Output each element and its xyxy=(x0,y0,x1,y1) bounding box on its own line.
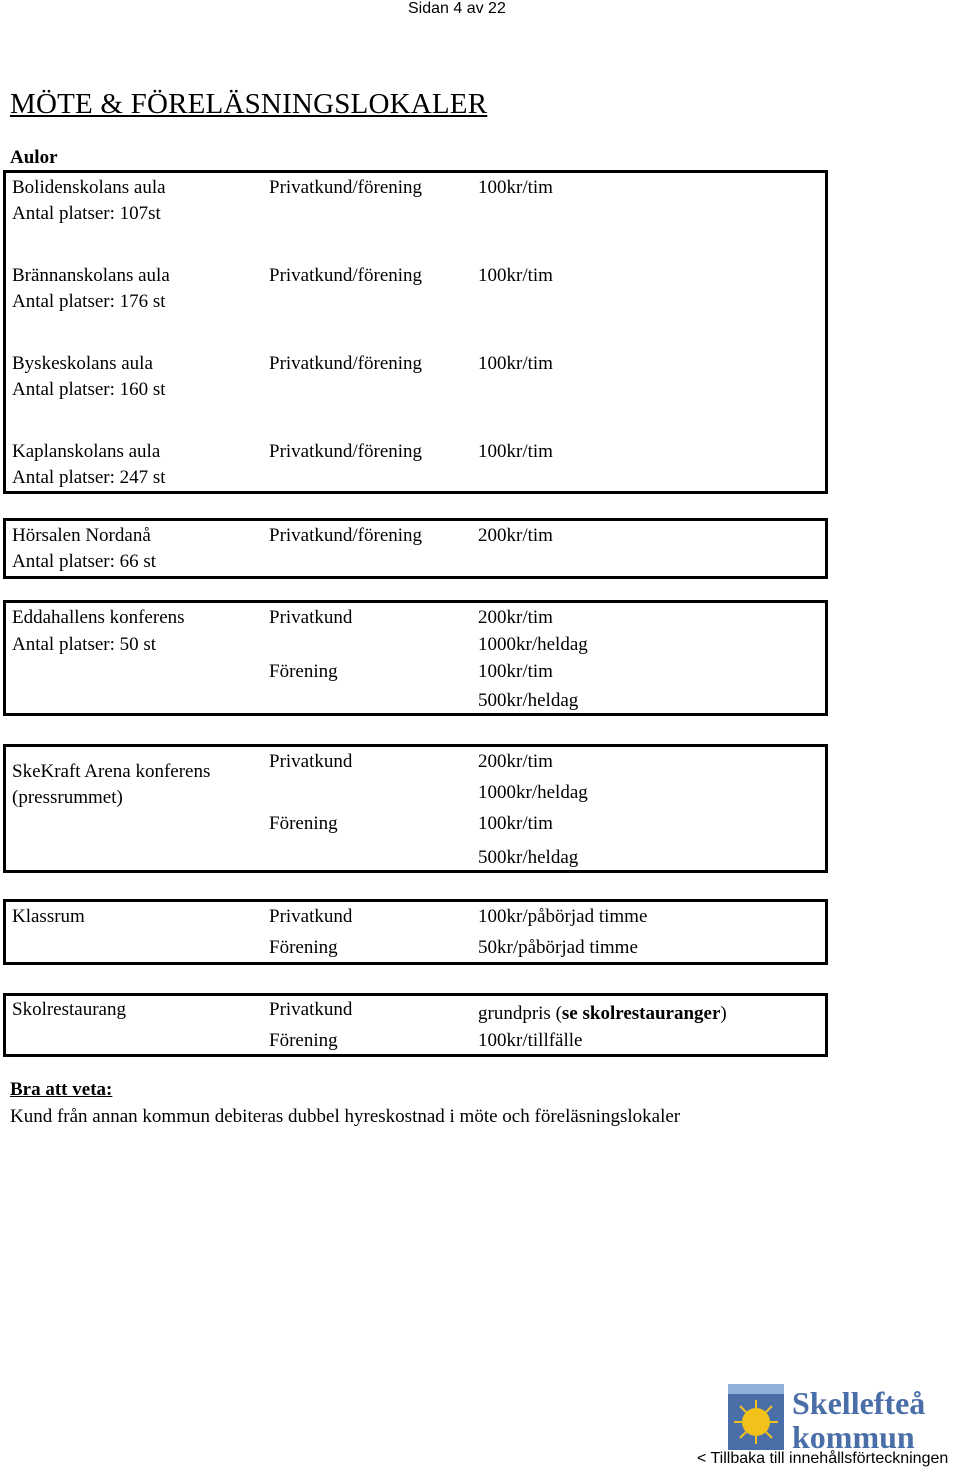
price-suffix: ) xyxy=(720,1003,727,1024)
customer-type: Förening xyxy=(269,813,338,834)
customer-type: Privatkund xyxy=(269,999,353,1020)
customer-type: Privatkund/förening xyxy=(269,177,423,198)
section-heading-aulor: Aulor xyxy=(10,147,58,168)
venue-seats: Antal platser: 247 st xyxy=(12,467,166,488)
venue-name: Brännanskolans aula xyxy=(12,265,170,286)
venue-name: Hörsalen Nordanå xyxy=(12,525,151,546)
venue-seats: Antal platser: 50 st xyxy=(12,634,157,655)
price: 100kr/tim xyxy=(478,661,553,682)
venue-name: Bolidenskolans aula xyxy=(12,177,166,198)
price: 200kr/tim xyxy=(478,607,553,628)
venue-seats: Antal platser: 176 st xyxy=(12,291,166,312)
customer-type: Privatkund xyxy=(269,751,353,772)
price: 100kr/tim xyxy=(478,353,553,374)
venue-name: Eddahallens konferens xyxy=(12,607,185,628)
venue-name-sub: (pressrummet) xyxy=(12,787,123,808)
logo-emblem-icon xyxy=(726,1382,956,1452)
venue-name: SkeKraft Arena konferens xyxy=(12,761,211,782)
price: 500kr/heldag xyxy=(478,847,579,868)
customer-type: Privatkund xyxy=(269,607,353,628)
note-text: Kund från annan kommun debiteras dubbel hyreskostnad i möte och föreläsningslokaler xyxy=(10,1106,681,1127)
customer-type: Förening xyxy=(269,661,338,682)
venue-name: Kaplanskolans aula xyxy=(12,441,161,462)
price: 1000kr/heldag xyxy=(478,634,588,655)
venue-seats: Antal platser: 66 st xyxy=(12,551,157,572)
price: 200kr/tim xyxy=(478,751,553,772)
price: 100kr/tim xyxy=(478,813,553,834)
venue-seats: Antal platser: 107st xyxy=(12,203,161,224)
venue-name: Byskeskolans aula xyxy=(12,353,153,374)
price: 50kr/påbörjad timme xyxy=(478,937,638,958)
price: 100kr/påbörjad timme xyxy=(478,906,648,927)
customer-type: Privatkund xyxy=(269,906,353,927)
note-heading: Bra att veta: xyxy=(10,1079,113,1100)
page-title: MÖTE & FÖRELÄSNINGSLOKALER xyxy=(10,88,488,120)
skelleftea-kommun-logo xyxy=(726,1382,956,1452)
price: 1000kr/heldag xyxy=(478,782,588,803)
price: 200kr/tim xyxy=(478,525,553,546)
customer-type: Förening xyxy=(269,1030,338,1051)
venue-seats: Antal platser: 160 st xyxy=(12,379,166,400)
skekraft-table xyxy=(3,744,828,873)
skolrestaurang-table xyxy=(3,993,828,1057)
price xyxy=(478,1003,727,1025)
customer-type: Privatkund/förening xyxy=(269,525,423,546)
price: 100kr/tim xyxy=(478,265,553,286)
price: 500kr/heldag xyxy=(478,690,579,711)
page-number: Sidan 4 av 22 xyxy=(408,0,506,17)
venue-name: Skolrestaurang xyxy=(12,999,126,1020)
aulor-table xyxy=(3,170,828,494)
back-to-toc-link[interactable]: < Tillbaka till innehållsförteckningen xyxy=(697,1450,949,1467)
customer-type: Privatkund/förening xyxy=(269,265,423,286)
skolrestauranger-link[interactable]: se skolrestauranger xyxy=(561,1003,721,1024)
eddahallen-table xyxy=(3,600,828,716)
price: 100kr/tillfälle xyxy=(478,1030,583,1051)
klassrum-table xyxy=(3,899,828,965)
price-prefix: grundpris ( xyxy=(478,1003,562,1024)
customer-type: Privatkund/förening xyxy=(269,353,423,374)
price: 100kr/tim xyxy=(478,177,553,198)
customer-type: Förening xyxy=(269,937,338,958)
customer-type: Privatkund/förening xyxy=(269,441,423,462)
price: 100kr/tim xyxy=(478,441,553,462)
horsalen-table xyxy=(3,518,828,579)
logo-text-line2: kommun xyxy=(792,1419,915,1452)
venue-name: Klassrum xyxy=(12,906,85,927)
logo-text-line1: Skellefteå xyxy=(792,1385,926,1421)
